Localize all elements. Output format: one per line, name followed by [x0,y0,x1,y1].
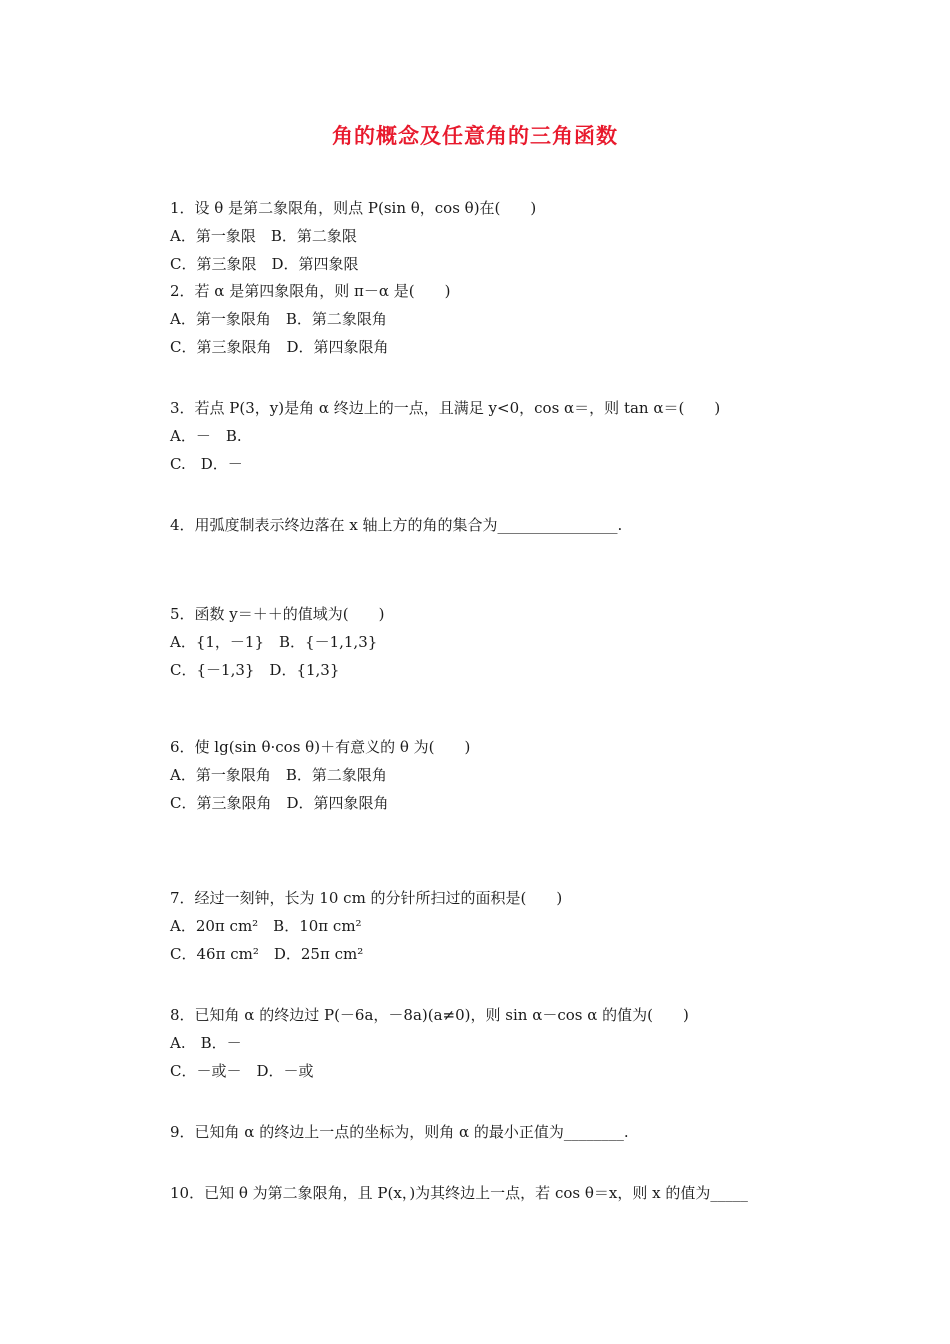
question-8-options-ab: A. B．－ [170,1034,242,1052]
question-2-stem: 2．若 α 是第四象限角，则 π－α 是( ) [170,282,451,300]
question-1-options-ab: A．第一象限 B．第二象限 [170,227,357,245]
document-title: 角的概念及任意角的三角函数 [332,123,618,148]
question-8-stem: 8．已知角 α 的终边过 P(－6a，－8a)(a≠0)，则 sin α－cos α 的值为( ) [170,1006,689,1024]
question-2-options-cd: C．第三象限角 D．第四象限角 [170,338,389,356]
question-6-options-cd: C．第三象限角 D．第四象限角 [170,794,389,812]
question-8-options-cd: C．－或－ D．－或 [170,1062,314,1080]
question-1-options-cd: C．第三象限 D．第四象限 [170,255,359,273]
question-7-options-cd: C．46π cm² D．25π cm² [170,945,364,963]
question-5-options-cd: C．{－1,3} D．{1,3} [170,661,340,679]
question-7-options-ab: A．20π cm² B．10π cm² [170,917,362,935]
question-3-options-ab: A．－ B. [170,427,242,445]
question-2-options-ab: A．第一象限角 B．第二象限角 [170,310,387,328]
question-10-stem: 10．已知 θ 为第二象限角，且 P(x，)为其终边上一点，若 cos θ＝x，则 x 的值为_____ [170,1184,748,1202]
question-4-stem: 4．用弧度制表示终边落在 x 轴上方的角的集合为________________. [170,516,623,534]
question-3-options-cd: C. D．－ [170,455,243,473]
question-7-stem: 7．经过一刻钟，长为 10 cm 的分针所扫过的面积是( ) [170,889,563,907]
question-6-stem: 6．使 lg(sin θ·cos θ)＋有意义的 θ 为( ) [170,738,471,756]
question-1-stem: 1．设 θ 是第二象限角，则点 P(sin θ，cos θ)在( ) [170,199,537,217]
question-9-stem: 9．已知角 α 的终边上一点的坐标为，则角 α 的最小正值为________. [170,1123,629,1141]
question-5-stem: 5．函数 y＝＋＋的值域为( ) [170,605,385,623]
question-3-stem: 3．若点 P(3，y)是角 α 终边上的一点，且满足 y<0，cos α＝，则 tan α＝( ) [170,399,721,417]
question-6-options-ab: A．第一象限角 B．第二象限角 [170,766,387,784]
question-5-options-ab: A．{1，－1} B．{－1,1,3} [170,633,378,651]
